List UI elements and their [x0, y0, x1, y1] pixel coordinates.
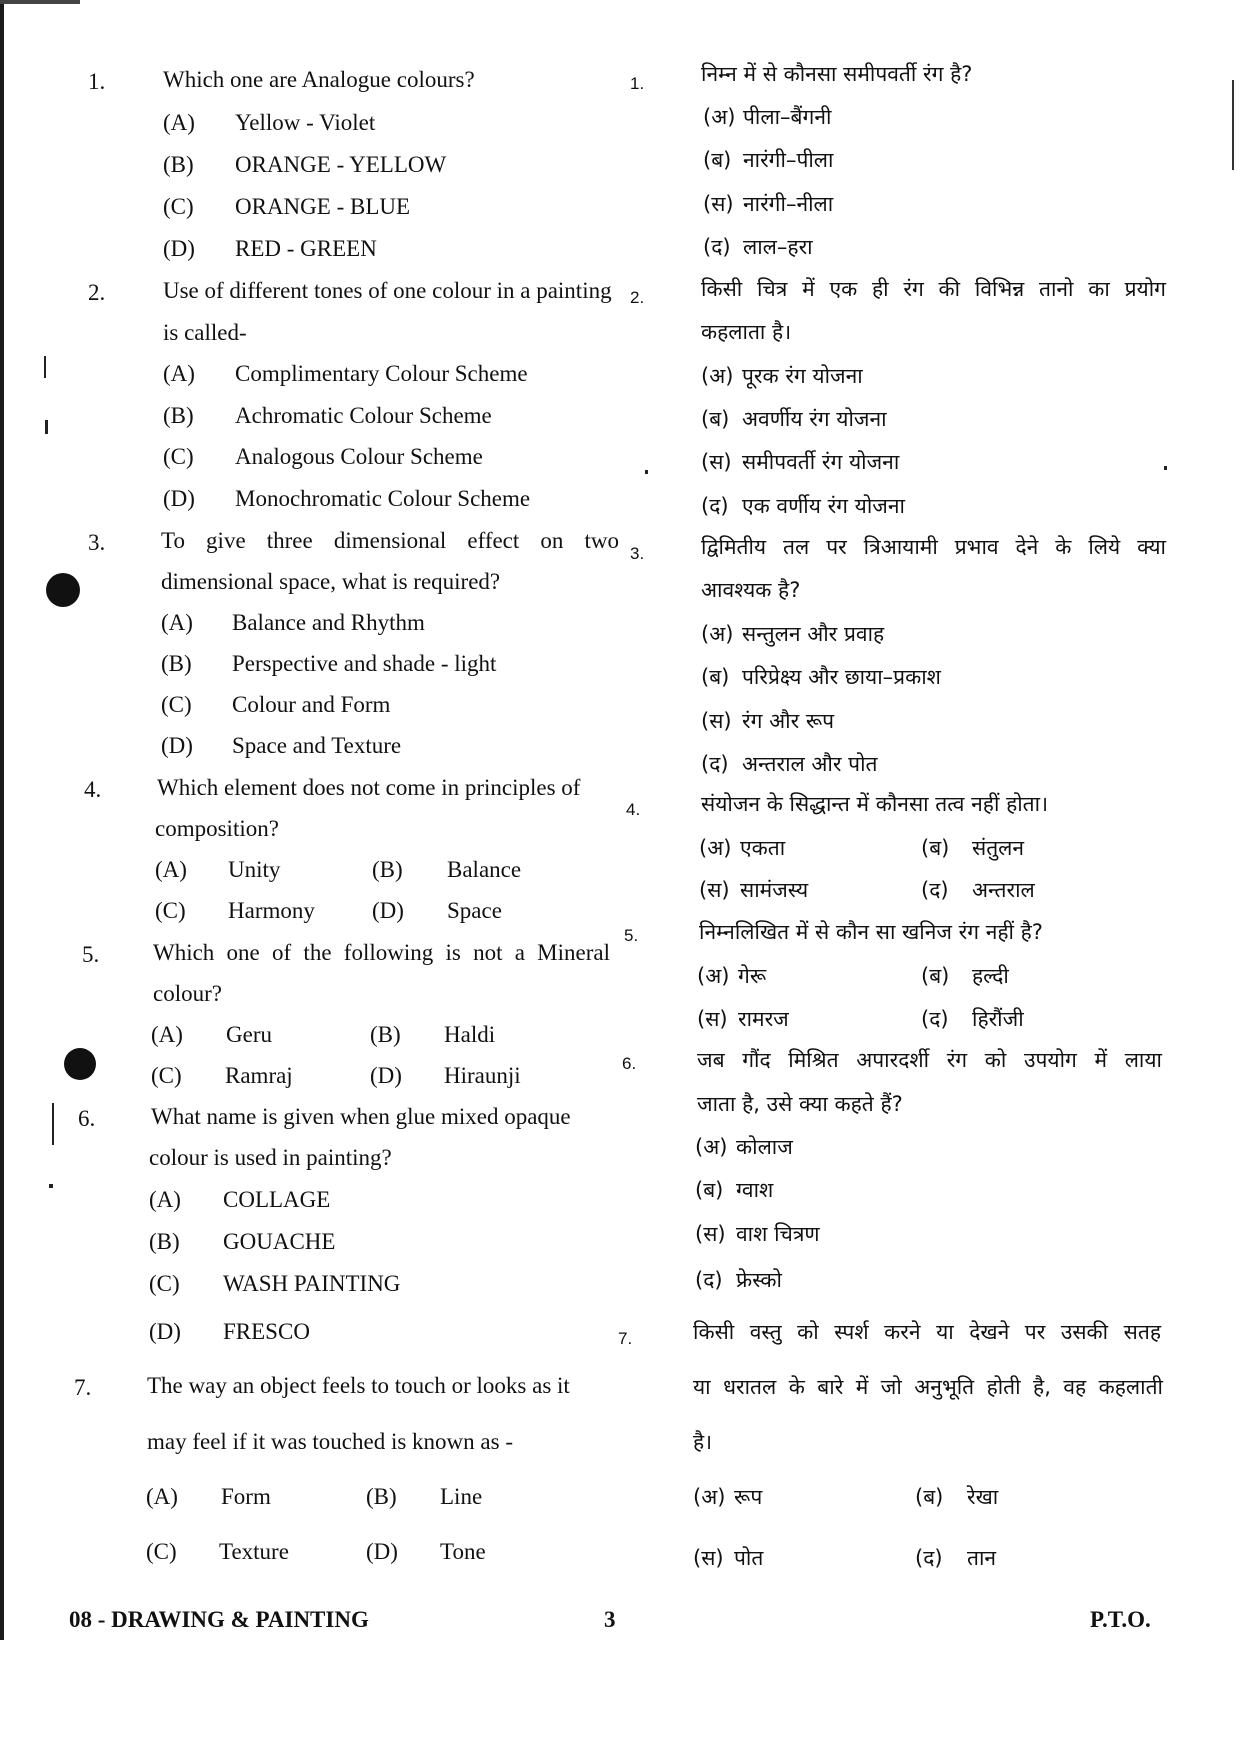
- question-text: या धरातल के बारे में जो अनुभूति होती है, वह कहलाती: [693, 1375, 1163, 1399]
- option-text: हिरौंजी: [972, 1007, 1024, 1031]
- question-text: आवश्यक है?: [701, 578, 801, 602]
- option-text: Harmony: [228, 898, 315, 923]
- option-text: Analogous Colour Scheme: [235, 444, 483, 469]
- question-text: colour is used in painting?: [149, 1145, 392, 1170]
- option-text: Geru: [226, 1022, 272, 1047]
- option-text: ORANGE - YELLOW: [235, 152, 447, 177]
- option-label: (A): [146, 1484, 178, 1509]
- option-label: (स): [701, 450, 732, 474]
- option-text: नारंगी–नीला: [743, 192, 834, 216]
- option-text: एकता: [740, 836, 786, 860]
- option-text: परिप्रेक्ष्य और छाया–प्रकाश: [742, 665, 941, 689]
- option-label: (अ): [699, 836, 732, 860]
- option-text: Yellow - Violet: [235, 110, 376, 135]
- question-text: द्विमितीय तल पर त्रिआयामी प्रभाव देने के लिये क्या: [701, 535, 1166, 559]
- option-label: (स): [693, 1546, 724, 1570]
- punch-hole-bottom: [64, 1048, 96, 1080]
- scan-mark: [1164, 466, 1167, 470]
- question-text: किसी चित्र में एक ही रंग की विभिन्न तानो का प्रयोग: [701, 277, 1166, 301]
- option-text: Haldi: [444, 1022, 496, 1047]
- option-label: (D): [149, 1319, 181, 1344]
- option-label: (द): [701, 494, 729, 518]
- scan-mark: [45, 420, 48, 434]
- scan-mark: [645, 470, 648, 474]
- option-text: वाश चित्रण: [736, 1222, 820, 1246]
- punch-hole-top: [46, 573, 80, 607]
- question-text: Which one of the following is not a Mineral: [153, 940, 610, 965]
- option-label: (A): [149, 1187, 181, 1212]
- question-text: Use of different tones of one colour in a painting: [163, 278, 612, 303]
- question-number: 2.: [88, 280, 106, 305]
- question-number: 3.: [88, 530, 106, 555]
- option-label: (D): [163, 236, 195, 261]
- option-text: अवर्णीय रंग योजना: [742, 407, 887, 431]
- option-label: (अ): [703, 105, 736, 129]
- option-text: ग्वाश: [736, 1178, 774, 1202]
- option-text: Space and Texture: [232, 733, 402, 758]
- option-text: समीपवर्ती रंग योजना: [742, 450, 900, 474]
- question-text: निम्नलिखित में से कौन सा खनिज रंग नहीं है?: [699, 920, 1043, 944]
- option-label: (स): [703, 192, 734, 216]
- question-text: निम्न में से कौनसा समीपवर्ती रंग है?: [701, 62, 973, 86]
- option-text: Texture: [219, 1539, 289, 1564]
- option-text: Monochromatic Colour Scheme: [235, 486, 531, 511]
- option-label: (C): [163, 444, 194, 469]
- scan-edge-left: [0, 0, 4, 1640]
- option-label: (ब): [703, 148, 732, 172]
- question-number: 3.: [630, 544, 645, 563]
- question-number: 6.: [78, 1106, 96, 1131]
- question-text: किसी वस्तु को स्पर्श करने या देखने पर उसकी सतह: [693, 1320, 1161, 1344]
- option-text: सामंजस्य: [740, 878, 809, 902]
- option-text: रामरज: [738, 1007, 789, 1031]
- option-label: (C): [163, 194, 194, 219]
- option-label: (अ): [693, 1485, 726, 1509]
- scan-mark: [52, 1103, 54, 1145]
- option-text: रंग और रूप: [742, 709, 835, 733]
- question-text: composition?: [155, 816, 279, 841]
- option-text: Tone: [440, 1539, 486, 1564]
- option-label: (D): [372, 898, 404, 923]
- option-text: सन्तुलन और प्रवाह: [742, 622, 885, 646]
- option-label: (अ): [695, 1135, 728, 1159]
- scan-smudge: [0, 0, 80, 4]
- option-label: (अ): [701, 364, 734, 388]
- option-text: COLLAGE: [223, 1187, 331, 1212]
- question-number: 7.: [74, 1375, 92, 1400]
- question-text: है।: [693, 1430, 713, 1454]
- option-text: फ्रेस्को: [736, 1268, 782, 1292]
- option-text: Unity: [228, 857, 281, 882]
- option-label: (A): [151, 1022, 183, 1047]
- question-number: 6.: [622, 1054, 637, 1073]
- footer-pto: P.T.O.: [1090, 1607, 1151, 1632]
- scan-mark: [44, 356, 46, 378]
- option-label: (B): [372, 857, 403, 882]
- option-label: (C): [151, 1063, 182, 1088]
- option-label: (द): [921, 1007, 949, 1031]
- option-label: (C): [146, 1539, 177, 1564]
- option-label: (A): [155, 857, 187, 882]
- option-text: हल्दी: [972, 964, 1009, 988]
- option-text: RED - GREEN: [235, 236, 377, 261]
- option-text: अन्तराल: [972, 878, 1035, 902]
- question-number: 4.: [84, 777, 102, 802]
- option-label: (B): [366, 1484, 397, 1509]
- scan-mark: [49, 1184, 53, 1188]
- option-text: तान: [967, 1546, 997, 1570]
- option-label: (द): [915, 1546, 943, 1570]
- question-text: colour?: [153, 981, 222, 1006]
- question-text: What name is given when glue mixed opaque: [151, 1104, 571, 1129]
- question-text: dimensional space, what is required?: [161, 569, 501, 594]
- option-text: रूप: [734, 1485, 763, 1509]
- option-text: ORANGE - BLUE: [235, 194, 411, 219]
- option-label: (D): [163, 486, 195, 511]
- question-number: 2.: [630, 288, 645, 307]
- option-label: (A): [163, 361, 195, 386]
- option-label: (ब): [921, 836, 950, 860]
- option-label: (A): [163, 110, 195, 135]
- option-label: (ब): [701, 407, 730, 431]
- question-number: 1.: [88, 69, 106, 94]
- question-number: 4.: [626, 800, 641, 819]
- option-label: (B): [163, 403, 194, 428]
- question-text: is called-: [163, 320, 247, 345]
- option-label: (द): [695, 1268, 723, 1292]
- option-label: (स): [701, 709, 732, 733]
- option-label: (B): [370, 1022, 401, 1047]
- question-number: 7.: [618, 1329, 633, 1348]
- option-text: अन्तराल और पोत: [742, 752, 878, 776]
- option-text: FRESCO: [223, 1319, 310, 1344]
- question-text: The way an object feels to touch or looks as it: [147, 1373, 570, 1398]
- question-text: संयोजन के सिद्धान्त में कौनसा तत्व नहीं होता।: [701, 792, 1049, 816]
- option-text: नारंगी–पीला: [743, 148, 834, 172]
- option-text: Complimentary Colour Scheme: [235, 361, 528, 386]
- option-label: (B): [149, 1229, 180, 1254]
- question-text: Which element does not come in principles of: [157, 775, 581, 800]
- question-text: कहलाता है।: [701, 320, 792, 344]
- page-number: 3: [604, 1607, 616, 1632]
- option-text: Perspective and shade - light: [232, 651, 497, 676]
- option-text: कोलाज: [736, 1135, 793, 1159]
- option-label: (ब): [701, 665, 730, 689]
- question-text: Which one are Analogue colours?: [163, 67, 475, 92]
- option-text: Colour and Form: [232, 692, 391, 717]
- option-label: (ब): [695, 1178, 724, 1202]
- option-text: पीला–बैंगनी: [743, 105, 832, 129]
- option-text: रेखा: [967, 1485, 999, 1509]
- option-label: (C): [161, 692, 192, 717]
- question-number: 5.: [624, 926, 639, 945]
- option-label: (A): [161, 610, 193, 635]
- question-text: To give three dimensional effect on two: [161, 528, 619, 553]
- option-text: Balance and Rhythm: [232, 610, 425, 635]
- option-label: (ब): [921, 964, 950, 988]
- option-text: Space: [447, 898, 502, 923]
- option-text: लाल–हरा: [743, 235, 813, 259]
- question-number: 1.: [630, 74, 645, 93]
- option-label: (D): [366, 1539, 398, 1564]
- option-text: पोत: [734, 1546, 764, 1570]
- option-label: (अ): [701, 622, 734, 646]
- option-label: (C): [149, 1271, 180, 1296]
- option-label: (स): [697, 1007, 728, 1031]
- option-label: (B): [161, 651, 192, 676]
- option-text: Hiraunji: [444, 1063, 521, 1088]
- option-label: (अ): [697, 964, 730, 988]
- option-label: (द): [701, 752, 729, 776]
- option-text: एक वर्णीय रंग योजना: [742, 494, 905, 518]
- question-text: जब गौंद मिश्रित अपारदर्शी रंग को उपयोग में लाया: [697, 1048, 1162, 1072]
- option-label: (ब): [915, 1485, 944, 1509]
- option-label: (B): [163, 152, 194, 177]
- option-text: Form: [221, 1484, 271, 1509]
- question-number: 5.: [82, 942, 100, 967]
- option-text: Balance: [447, 857, 522, 882]
- option-label: (D): [161, 733, 193, 758]
- option-text: पूरक रंग योजना: [742, 364, 863, 388]
- option-label: (स): [695, 1222, 726, 1246]
- option-label: (द): [921, 878, 949, 902]
- scan-edge-right: [1232, 80, 1234, 170]
- option-text: संतुलन: [972, 836, 1025, 860]
- option-text: Achromatic Colour Scheme: [235, 403, 492, 428]
- option-text: GOUACHE: [223, 1229, 336, 1254]
- option-text: Line: [440, 1484, 483, 1509]
- option-label: (स): [699, 878, 730, 902]
- option-text: WASH PAINTING: [223, 1271, 401, 1296]
- question-text: जाता है, उसे क्या कहते हैं?: [697, 1092, 903, 1116]
- option-text: गेरू: [738, 964, 767, 988]
- option-text: Ramraj: [225, 1063, 293, 1088]
- footer-subject: 08 - DRAWING & PAINTING: [69, 1607, 369, 1632]
- question-text: may feel if it was touched is known as -: [147, 1429, 513, 1454]
- option-label: (D): [370, 1063, 402, 1088]
- option-label: (C): [155, 898, 186, 923]
- option-label: (द): [703, 235, 731, 259]
